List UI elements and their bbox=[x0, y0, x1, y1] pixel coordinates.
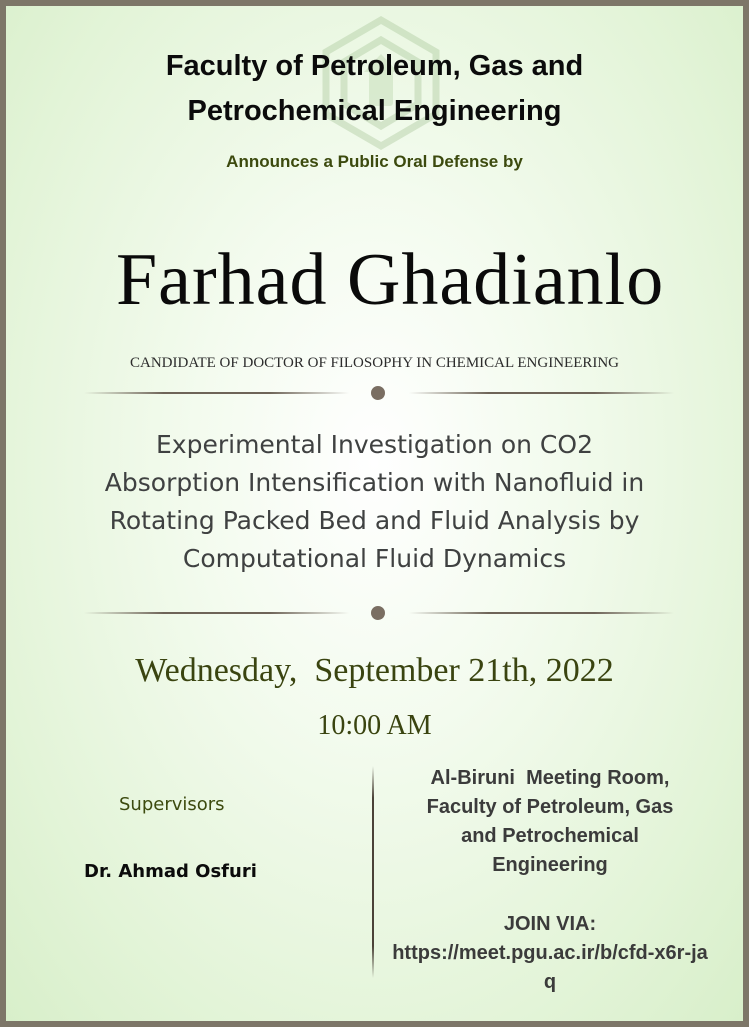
supervisor-name: Dr. Ahmad Osfuri bbox=[84, 861, 257, 882]
divider-dot-icon bbox=[371, 606, 385, 620]
venue-line4: Engineering bbox=[492, 854, 608, 876]
ornamental-divider-top bbox=[84, 386, 674, 400]
vertical-divider bbox=[372, 766, 374, 978]
candidate-degree: CANDIDATE OF DOCTOR OF FILOSOPHY IN CHEMICAL ENGINEERING bbox=[129, 355, 620, 371]
venue-line3: and Petrochemical bbox=[461, 825, 639, 847]
defense-time: 10:00 AM bbox=[317, 710, 432, 741]
venue-block bbox=[386, 764, 714, 880]
thesis-title-line2: Absorption Intensification with Nanofluid in bbox=[104, 468, 645, 497]
ornamental-divider-bottom bbox=[84, 606, 674, 620]
thesis-title-line4: Computational Fluid Dynamics bbox=[182, 544, 567, 573]
thesis-title bbox=[6, 426, 743, 578]
divider-dot-icon bbox=[371, 386, 385, 400]
defense-date: Wednesday, September 21th, 2022 bbox=[135, 652, 614, 689]
thesis-title-line1: Experimental Investigation on CO2 bbox=[156, 430, 593, 459]
supervisors-label: Supervisors bbox=[119, 794, 225, 815]
faculty-heading-line2: Petrochemical Engineering bbox=[187, 95, 562, 127]
join-label: JOIN VIA: bbox=[503, 913, 597, 935]
venue-line1: Al-Biruni Meeting Room, bbox=[430, 767, 670, 789]
faculty-heading-line1: Faculty of Petroleum, Gas and bbox=[165, 50, 584, 82]
candidate-name: Farhad Ghadianlo bbox=[116, 239, 665, 321]
thesis-title-line3: Rotating Packed Bed and Fluid Analysis by bbox=[109, 506, 640, 535]
faculty-heading bbox=[6, 44, 743, 134]
announcement-text: Announces a Public Oral Defense by bbox=[226, 152, 523, 171]
defense-poster bbox=[6, 6, 743, 1021]
join-block bbox=[386, 910, 714, 997]
venue-line2: Faculty of Petroleum, Gas bbox=[426, 796, 674, 818]
join-link[interactable]: https://meet.pgu.ac.ir/b/cfd-x6r-jaq bbox=[392, 942, 708, 993]
